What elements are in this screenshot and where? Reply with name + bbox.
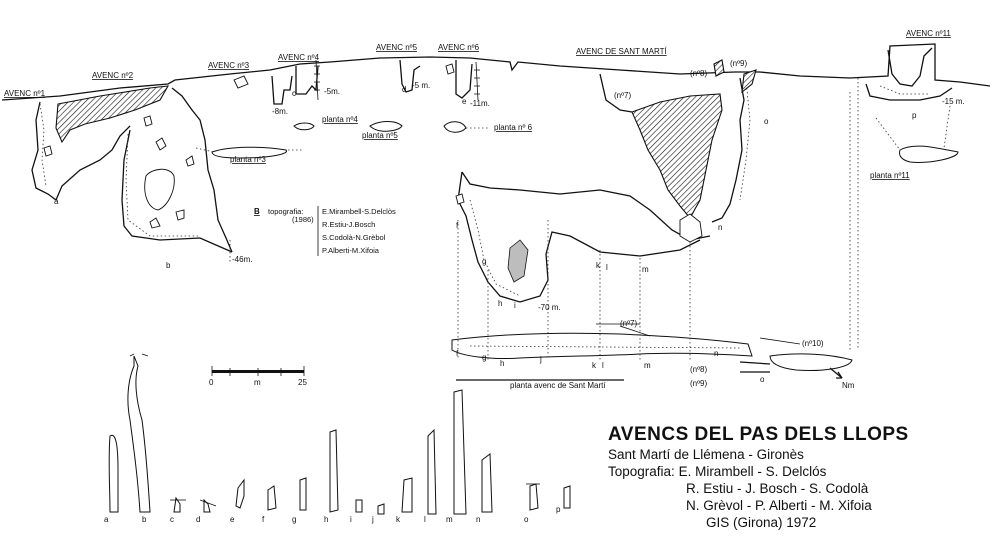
- label-avenc-3: AVENC nº3: [208, 61, 250, 70]
- label-plan-n10: (nº10): [802, 339, 824, 348]
- profile-letter-l: l: [606, 263, 608, 272]
- depth-15: -15 m.: [942, 97, 965, 106]
- label-planta-sant-marti: planta avenc de Sant Martí: [510, 381, 606, 390]
- section-letter-e: e: [230, 515, 235, 524]
- plan-letter-k: k: [592, 361, 596, 370]
- label-avenc-6: AVENC nº6: [438, 43, 480, 52]
- profile-letter-g: g: [482, 257, 487, 266]
- plan-letter-j: j: [540, 355, 542, 364]
- depth-11: -11m.: [470, 99, 490, 108]
- label-planta-6: planta nº 6: [494, 123, 533, 132]
- inset-label: topografia:: [268, 207, 304, 216]
- section-letter-d: d: [196, 515, 201, 524]
- section-letter-j: j: [372, 515, 374, 524]
- inset-name-1: E.Mirambell-S.Delclòs: [322, 207, 396, 216]
- label-avenc-1: AVENC nº1: [4, 89, 46, 98]
- topografia-row-1: [608, 463, 988, 480]
- label-n7: (nº7): [614, 91, 632, 100]
- profile-letter-m: m: [642, 265, 649, 274]
- cross-sections: [109, 354, 570, 514]
- depth-46: -46m.: [232, 255, 253, 264]
- section-letter-o: o: [524, 515, 529, 524]
- profile-letter-n: n: [718, 223, 723, 232]
- section-letter-b: b: [142, 515, 147, 524]
- inset-credits: [254, 206, 396, 256]
- profile-letter-a: a: [54, 197, 59, 206]
- section-e: [236, 480, 244, 508]
- profile-letter-f: f: [456, 221, 459, 230]
- section-letter-h: h: [324, 515, 329, 524]
- label-planta-5: planta nº5: [362, 131, 398, 140]
- section-o: [530, 484, 538, 510]
- inset-name-3: S.Codolà-N.Grèbol: [322, 233, 386, 242]
- label-n8: (nº8): [690, 69, 708, 78]
- topografia-row-2: [608, 480, 988, 497]
- plan-letter-o: o: [760, 375, 765, 384]
- profile-letter-b: b: [166, 261, 171, 270]
- inset-note: (1986): [292, 215, 314, 224]
- profile-letter-h: h: [498, 299, 503, 308]
- label-avenc-2: AVENC nº2: [92, 71, 134, 80]
- section-letter-c: c: [170, 515, 174, 524]
- section-g: [300, 478, 306, 510]
- topografia-label: Topografia:: [608, 464, 675, 479]
- plan-letter-g: g: [482, 353, 487, 362]
- plan-letter-m: m: [644, 361, 651, 370]
- inset-letter: B: [254, 207, 260, 216]
- section-letter-k: k: [396, 515, 400, 524]
- plan-letter-l: l: [602, 361, 604, 370]
- label-avenc-5: AVENC nº5: [376, 43, 418, 52]
- scale-start: 0: [209, 378, 214, 387]
- label-plan-n9: (nº9): [690, 379, 708, 388]
- section-letter-n: n: [476, 515, 481, 524]
- section-f: [268, 486, 276, 510]
- section-letter-a: a: [104, 515, 109, 524]
- depth-8: -8m.: [272, 107, 288, 116]
- section-b: [128, 356, 150, 512]
- label-plan-n7: (nº7): [620, 319, 638, 328]
- section-h: [330, 430, 338, 512]
- sant-marti-plan: [452, 324, 852, 380]
- section-letter-l: l: [424, 515, 426, 524]
- scale-unit: m: [254, 378, 261, 387]
- profile-letter-k: k: [596, 261, 600, 270]
- inset-name-2: R.Estiu-J.Bosch: [322, 220, 376, 229]
- scale-end: 25: [298, 378, 307, 387]
- profile-letter-e: e: [462, 97, 467, 106]
- profile-letter-c: c: [292, 89, 296, 98]
- scale-bar: [209, 366, 307, 387]
- label-planta-3: planta nº3: [230, 155, 266, 164]
- small-plans: [196, 122, 490, 159]
- section-j: [378, 504, 384, 514]
- label-avenc-11: AVENC nº11: [906, 29, 951, 38]
- topografia-line-1: E. Mirambell - S. Delclós: [678, 464, 827, 479]
- profile-letter-p: p: [912, 111, 917, 120]
- section-letter-f: f: [262, 515, 265, 524]
- label-north: Nm: [842, 381, 855, 390]
- avenc-3-6-profiles: [234, 60, 480, 104]
- section-n: [482, 454, 492, 512]
- map-title: AVENCS DEL PAS DELS LLOPS: [608, 424, 909, 445]
- section-letter-p: p: [556, 505, 561, 514]
- profile-letter-d: d: [402, 85, 407, 94]
- footer-credit: GIS (Girona) 1972: [706, 515, 817, 530]
- section-l: [428, 430, 436, 514]
- section-p: [564, 486, 570, 508]
- avenc-1-2-profile: [32, 86, 232, 252]
- section-k: [402, 478, 412, 512]
- section-i: [356, 500, 362, 512]
- section-m: [454, 390, 466, 514]
- section-letter-m: m: [446, 515, 453, 524]
- label-plan-n8: (nº8): [690, 365, 708, 374]
- sant-marti-profile: [456, 74, 750, 302]
- profile-letter-o: o: [764, 117, 769, 126]
- label-sant-marti: AVENC DE SANT MARTÍ: [576, 47, 667, 56]
- inset-name-4: P.Alberti-M.Xifoia: [322, 246, 379, 255]
- plan-letter-n: n: [714, 349, 719, 358]
- depth-5b: -5 m.: [412, 81, 431, 90]
- plan-letter-h: h: [500, 359, 505, 368]
- topografia-line-3: N. Grèvol - P. Alberti - M. Xifoia: [686, 498, 872, 513]
- map-subtitle: Sant Martí de Llémena - Gironès: [608, 447, 804, 462]
- label-n9: (nº9): [730, 59, 748, 68]
- profile-letter-i: i: [514, 301, 516, 310]
- label-avenc-4: AVENC nº4: [278, 53, 320, 62]
- section-a: [109, 435, 118, 512]
- topografia-line-2: R. Estiu - J. Bosch - S. Codolà: [686, 481, 869, 496]
- plan-letter-f: f: [456, 349, 459, 358]
- depth-5a: -5m.: [324, 87, 340, 96]
- label-planta-4: planta nº4: [322, 115, 358, 124]
- topografia-row-3: [608, 497, 988, 514]
- title-block: [608, 424, 988, 531]
- section-letter-i: i: [350, 515, 352, 524]
- section-letter-g: g: [292, 515, 297, 524]
- depth-70: -70 m.: [538, 303, 561, 312]
- label-planta-11: planta nº11: [870, 171, 910, 180]
